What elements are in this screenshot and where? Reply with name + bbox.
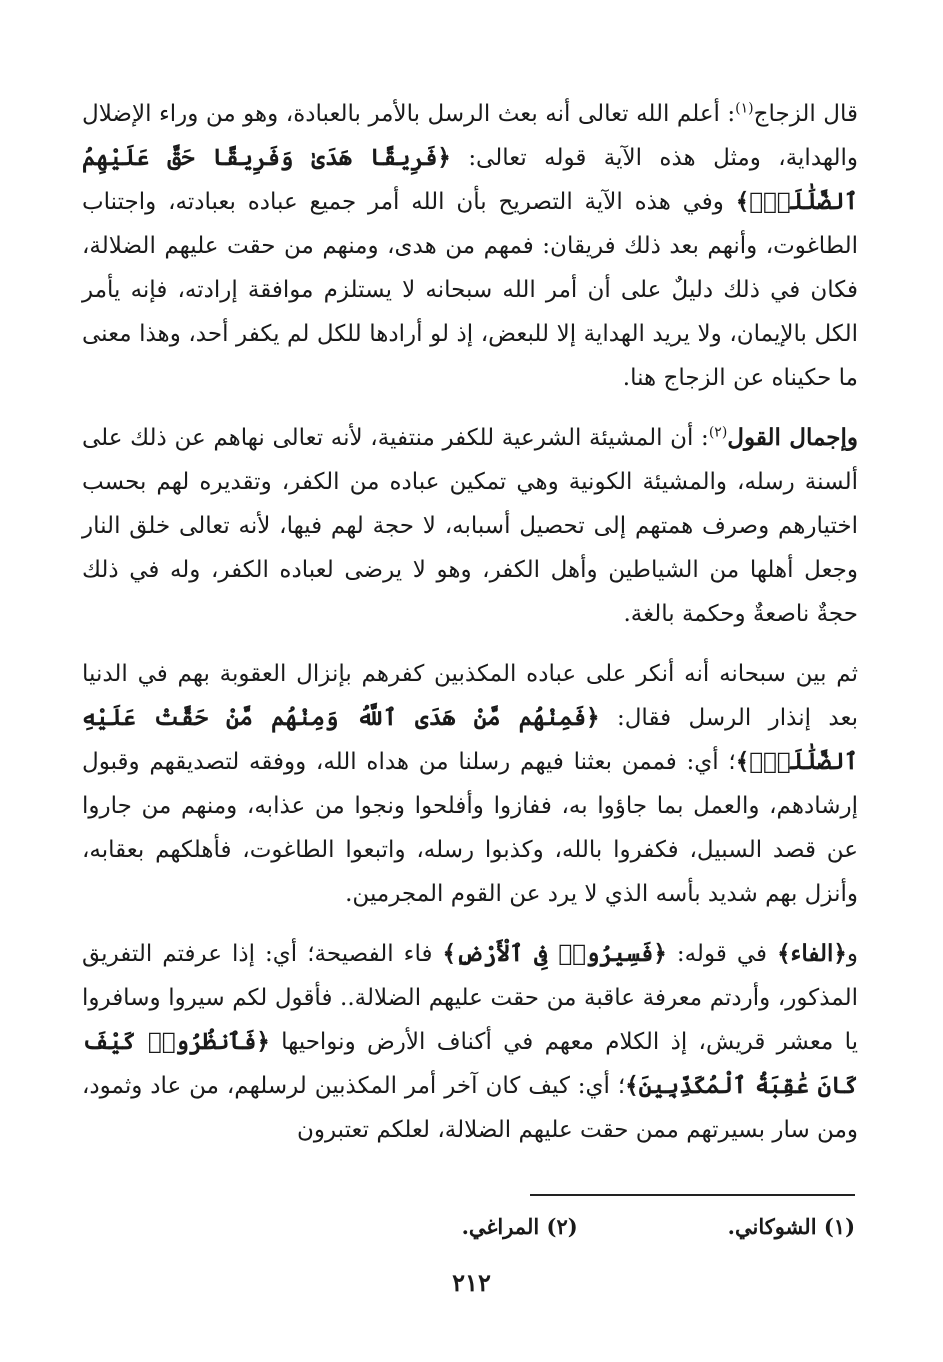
text-segment: : أعلم الله تعالى أنه بعث الرسل بالأمر بالعبادة، وهو من وراء الإضلال والهداية، ومثل هذه الآية قوله تعالى: xyxy=(82,101,858,171)
page-body xyxy=(82,92,858,1168)
quran-verse: ﴿فَٱنظُرُوا۟ كَيْفَ كَانَ عَٰقِبَةُ ٱلْمُكَذِّبِينَ﴾ xyxy=(82,1028,859,1099)
text-segment: قال الزجاج xyxy=(753,101,858,127)
text-segment: وفي هذه الآية التصريح بأن الله أمر جميع عباده بعبادته، واجتناب الطاغوت، وأنهم بعد ذلك فريقان: فمهم من هدى، ومنهم من حقت عليهم الضلالة، فكان في ذلك دليلٌ على أن أمر الله سبحانه لا يستلزم موافقة إرادته، فإنه يأمر الكل بالإيمان، ولا يريد الهداية إلا للبعض، إذ لو أرادها للكل لم يكفر أحد، وهذا معنى ما حكيناه عن الزجاج هنا. xyxy=(82,189,858,391)
quran-verse: ﴿فَرِيقًا هَدَىٰ وَفَرِيقًا حَقَّ عَلَيْهِمُ ٱلضَّلَٰلَةُۚ﴾ xyxy=(82,144,858,215)
page-number: ٢١٢ xyxy=(452,1268,491,1297)
footnote-number: (١) xyxy=(823,1214,855,1239)
text-segment: ؛ أي: فممن بعثنا فيهم رسلنا من هداه الله، ووفقه لتصديقهم وقبول إرشادهم، والعمل بما جاؤوا به، ففازوا وأفلحوا ونجوا من عذابه، ومنهم من جاروا عن قصد السبيل، فكفروا بالله، وكذبوا رسله، واتبعوا الطاغوت، فأهلكهم بعقابه، وأنزل بهم شديد بأسه الذي لا يرد عن القوم المجرمين. xyxy=(82,749,858,907)
quran-word: ﴿الفاء﴾ xyxy=(777,940,847,967)
text-segment: في قوله: xyxy=(666,941,778,967)
quran-verse: ﴿فَمِنْهُم مَّنْ هَدَى ٱللَّهُ وَمِنْهُم مَّنْ حَقَّتْ عَلَيْهِ ٱلضَّلَٰلَةُۚ﴾ xyxy=(82,704,858,775)
quran-verse: ﴿فَسِيرُوا۟ فِى ٱلْأَرْضِ﴾ xyxy=(442,940,667,967)
paragraph-3 xyxy=(82,652,858,916)
section-heading: وإجمال القول xyxy=(727,424,858,451)
paragraph-4 xyxy=(82,932,858,1152)
footnote-text: المراغي. xyxy=(461,1214,540,1239)
footnote-divider xyxy=(530,1194,855,1196)
footnote-1 xyxy=(728,1212,855,1242)
footnote-2 xyxy=(462,1212,578,1242)
footnote-ref-1: (١) xyxy=(735,100,754,117)
text-segment: ؛ أي: كيف كان آخر أمر المكذبين لرسلهم، من عاد وثمود، ومن سار بسيرتهم ممن حقت عليهم الضلالة، لعلكم تعتبرون xyxy=(82,1073,858,1143)
text-segment: : أن المشيئة الشرعية للكفر منتفية، لأنه تعالى نهاهم عن ذلك على ألسنة رسله، والمشيئة الكونية وهي تمكين عباده من الكفر، وتقديره لهم بحسب اختيارهم وصرف همتهم إلى تحصيل أسبابه، لا حجة لهم فيها، لأنه تعالى خلق النار وجعل أهلها من الشياطين وأهل الكفر، وهو لا يرضى لعباده الكفر، وله في ذلك حجةٌ ناصعةٌ وحكمة بالغة. xyxy=(82,425,858,627)
text-segment: فاء الفصيحة؛ أي: إذا عرفتم التفريق المذكور، وأردتم معرفة عاقبة من حقت عليهم الضلالة.. فأقول لكم سيروا وسافروا يا معشر قريش، إذ الكلام معهم في أكناف الأرض ونواحيها xyxy=(82,941,858,1055)
footnote-text: الشوكاني. xyxy=(727,1214,817,1239)
footnotes xyxy=(82,1212,855,1242)
text-segment: و xyxy=(846,941,858,967)
footnote-number: (٢) xyxy=(546,1214,578,1239)
footnote-ref-2: (٢) xyxy=(708,424,728,441)
paragraph-2 xyxy=(82,416,858,636)
text-segment: ثم بين سبحانه أنه أنكر على عباده المكذبين كفرهم بإنزال العقوبة بهم في الدنيا بعد إنذار الرسل فقال: xyxy=(82,661,858,731)
paragraph-1 xyxy=(82,92,858,400)
